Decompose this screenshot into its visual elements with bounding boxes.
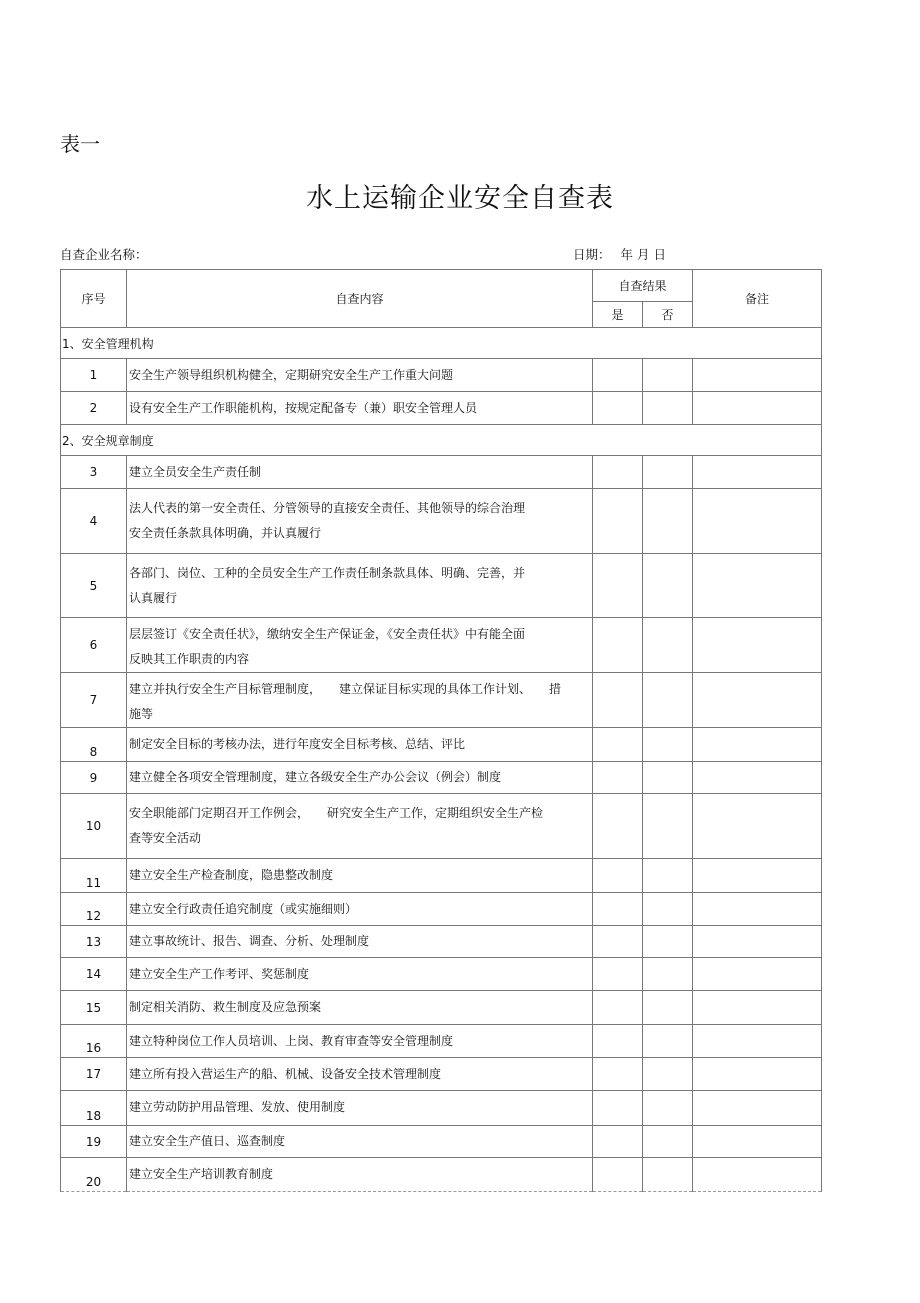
row-number: 4	[61, 489, 127, 554]
date-label	[573, 245, 666, 263]
row-content-line: 认真履行	[129, 590, 178, 605]
row-content	[127, 1025, 593, 1058]
result-no-cell[interactable]	[643, 1058, 693, 1091]
remark-cell[interactable]	[693, 673, 822, 728]
remark-cell[interactable]	[693, 1158, 822, 1192]
remark-cell[interactable]	[693, 762, 822, 794]
remark-cell[interactable]	[693, 794, 822, 859]
result-no-cell[interactable]	[643, 926, 693, 958]
row-number: 10	[61, 794, 127, 859]
result-no-cell[interactable]	[643, 392, 693, 425]
remark-cell[interactable]	[693, 728, 822, 762]
result-no-cell[interactable]	[643, 893, 693, 926]
table-row	[61, 859, 822, 893]
row-number: 8	[61, 728, 127, 762]
row-content-line: 安全生产领导组织机构健全，定期研究安全生产工作重大问题	[129, 367, 454, 382]
date-placeholder: 年 月 日	[620, 247, 666, 262]
row-content-line: 层层签订《安全责任状》，缴纳安全生产保证金，《安全责任状》中有能全面	[129, 627, 526, 641]
table-row	[61, 456, 822, 489]
row-content-line: 安全职能部门定期召开工作例会， 研究安全生产工作，定期组织安全生产检	[129, 806, 544, 820]
row-number: 15	[61, 991, 127, 1025]
result-no-cell[interactable]	[643, 728, 693, 762]
result-yes-cell[interactable]	[593, 456, 643, 489]
row-number: 2	[61, 392, 127, 425]
remark-cell[interactable]	[693, 893, 822, 926]
date-label-text: 日期：	[573, 247, 611, 262]
result-yes-cell[interactable]	[593, 618, 643, 673]
result-yes-cell[interactable]	[593, 673, 643, 728]
row-content-line: 建立特种岗位工作人员培训、上岗、教育审查等安全管理制度	[129, 1034, 454, 1048]
row-number: 6	[61, 618, 127, 673]
row-number: 3	[61, 456, 127, 489]
row-number: 1	[61, 359, 127, 392]
row-content-line: 建立并执行安全生产目标管理制度， 建立保证目标实现的具体工作计划、 措	[129, 682, 562, 696]
self-inspection-table	[60, 269, 822, 1192]
row-content	[127, 618, 593, 673]
remark-cell[interactable]	[693, 1025, 822, 1058]
company-name-label: 自查企业名称：	[60, 247, 148, 262]
result-yes-cell[interactable]	[593, 859, 643, 893]
row-number: 14	[61, 958, 127, 991]
row-number: 17	[61, 1058, 127, 1091]
result-yes-cell[interactable]	[593, 893, 643, 926]
row-content-line: 建立安全行政责任追究制度（或实施细则）	[129, 902, 358, 916]
row-number: 9	[61, 762, 127, 794]
row-content	[127, 489, 593, 554]
result-no-cell[interactable]	[643, 859, 693, 893]
table-row	[61, 1091, 822, 1126]
result-no-cell[interactable]	[643, 762, 693, 794]
result-yes-cell[interactable]	[593, 762, 643, 794]
remark-cell[interactable]	[693, 859, 822, 893]
row-content	[127, 794, 593, 859]
row-number: 7	[61, 673, 127, 728]
result-yes-cell[interactable]	[593, 1158, 643, 1192]
table-row	[61, 359, 822, 392]
row-number: 12	[61, 893, 127, 926]
result-no-cell[interactable]	[643, 359, 693, 392]
table-row	[61, 1058, 822, 1091]
section-title: 1、安全管理机构	[61, 328, 822, 359]
remark-cell[interactable]	[693, 991, 822, 1025]
row-content-line: 各部门、岗位、工种的全员安全生产工作责任制条款具体、明确、完善，并	[129, 565, 526, 580]
table-row	[61, 728, 822, 762]
row-content	[127, 991, 593, 1025]
table-row	[61, 991, 822, 1025]
result-no-cell[interactable]	[643, 618, 693, 673]
table-row	[61, 489, 822, 554]
result-yes-cell[interactable]	[593, 728, 643, 762]
header-no: 否	[643, 302, 693, 328]
row-content	[127, 1091, 593, 1126]
row-content-line: 建立事故统计、报告、调查、分析、处理制度	[129, 934, 370, 948]
section-row	[61, 328, 822, 359]
page-title: 水上运输企业安全自查表	[306, 183, 614, 214]
result-yes-cell[interactable]	[593, 794, 643, 859]
table-row	[61, 762, 822, 794]
row-content-line: 建立劳动防护用品管理、发放、使用制度	[129, 1100, 346, 1114]
result-yes-cell[interactable]	[593, 1091, 643, 1126]
remark-cell[interactable]	[693, 1126, 822, 1158]
row-number: 19	[61, 1126, 127, 1158]
result-yes-cell[interactable]	[593, 392, 643, 425]
result-yes-cell[interactable]	[593, 1058, 643, 1091]
remark-cell[interactable]	[693, 1091, 822, 1126]
remark-cell[interactable]	[693, 926, 822, 958]
row-content-line: 建立安全生产工作考评、奖惩制度	[129, 966, 310, 981]
table-label: 表一	[60, 132, 100, 156]
table-body	[61, 328, 822, 1192]
row-content	[127, 673, 593, 728]
row-content	[127, 1158, 593, 1192]
result-no-cell[interactable]	[643, 673, 693, 728]
row-number: 18	[61, 1091, 127, 1126]
row-content	[127, 762, 593, 794]
result-yes-cell[interactable]	[593, 359, 643, 392]
row-content	[127, 456, 593, 489]
header-result: 自查结果	[593, 270, 693, 302]
row-content-line: 安全责任条款具体明确，并认真履行	[129, 526, 322, 540]
result-no-cell[interactable]	[643, 1126, 693, 1158]
row-content-line: 法人代表的第一安全责任、分管领导的直接安全责任、其他领导的综合治理	[129, 501, 526, 515]
result-no-cell[interactable]	[643, 991, 693, 1025]
row-content-line: 建立安全生产值日、巡查制度	[129, 1134, 286, 1148]
table-row	[61, 392, 822, 425]
header-remark: 备注	[693, 270, 822, 328]
remark-cell[interactable]	[693, 456, 822, 489]
table-row	[61, 1126, 822, 1158]
result-yes-cell[interactable]	[593, 958, 643, 991]
table-row	[61, 794, 822, 859]
table-row	[61, 893, 822, 926]
header-content: 自查内容	[127, 270, 593, 328]
result-yes-cell[interactable]	[593, 1025, 643, 1058]
result-yes-cell[interactable]	[593, 991, 643, 1025]
table-row	[61, 958, 822, 991]
row-content	[127, 1058, 593, 1091]
result-yes-cell[interactable]	[593, 554, 643, 618]
remark-cell[interactable]	[693, 958, 822, 991]
row-number: 5	[61, 554, 127, 618]
row-content-line: 建立安全生产培训教育制度	[129, 1167, 274, 1181]
section-row	[61, 425, 822, 456]
row-content-line: 建立所有投入营运生产的船、机械、设备安全技术管理制度	[129, 1066, 442, 1081]
row-content	[127, 392, 593, 425]
table-row	[61, 673, 822, 728]
remark-cell[interactable]	[693, 359, 822, 392]
header-index: 序号	[61, 270, 127, 328]
result-no-cell[interactable]	[643, 1025, 693, 1058]
result-no-cell[interactable]	[643, 794, 693, 859]
result-no-cell[interactable]	[643, 1158, 693, 1192]
result-no-cell[interactable]	[643, 456, 693, 489]
table-row	[61, 618, 822, 673]
row-content-line: 查等安全活动	[129, 831, 202, 845]
row-content-line: 建立全员安全生产责任制	[129, 464, 262, 479]
row-content	[127, 958, 593, 991]
row-content	[127, 554, 593, 618]
result-yes-cell[interactable]	[593, 1126, 643, 1158]
row-number: 16	[61, 1025, 127, 1058]
row-content	[127, 859, 593, 893]
result-yes-cell[interactable]	[593, 489, 643, 554]
row-content-line: 施等	[129, 707, 154, 721]
row-content-line: 制定相关消防、救生制度及应急预案	[129, 1000, 322, 1014]
table-row	[61, 1025, 822, 1058]
result-no-cell[interactable]	[643, 1091, 693, 1126]
row-number: 13	[61, 926, 127, 958]
table-row	[61, 1158, 822, 1192]
header-yes: 是	[593, 302, 643, 328]
row-content	[127, 1126, 593, 1158]
remark-cell[interactable]	[693, 392, 822, 425]
row-content	[127, 893, 593, 926]
row-content-line: 设有安全生产工作职能机构，按规定配备专（兼）职安全管理人员	[129, 400, 478, 415]
row-content-line: 建立安全生产检查制度，隐患整改制度	[129, 868, 334, 882]
result-no-cell[interactable]	[643, 489, 693, 554]
result-no-cell[interactable]	[643, 958, 693, 991]
result-yes-cell[interactable]	[593, 926, 643, 958]
remark-cell[interactable]	[693, 554, 822, 618]
result-no-cell[interactable]	[643, 554, 693, 618]
row-content-line: 建立健全各项安全管理制度，建立各级安全生产办公会议（例会）制度	[129, 770, 502, 784]
row-content	[127, 926, 593, 958]
remark-cell[interactable]	[693, 1058, 822, 1091]
table-row	[61, 554, 822, 618]
table-row	[61, 926, 822, 958]
row-content	[127, 359, 593, 392]
remark-cell[interactable]	[693, 489, 822, 554]
row-content-line: 反映其工作职责的内容	[129, 652, 250, 666]
row-number: 20	[61, 1158, 127, 1192]
section-title: 2、安全规章制度	[61, 425, 822, 456]
row-content	[127, 728, 593, 762]
remark-cell[interactable]	[693, 618, 822, 673]
row-content-line: 制定安全目标的考核办法，进行年度安全目标考核、总结、评比	[129, 737, 466, 751]
row-number: 11	[61, 859, 127, 893]
